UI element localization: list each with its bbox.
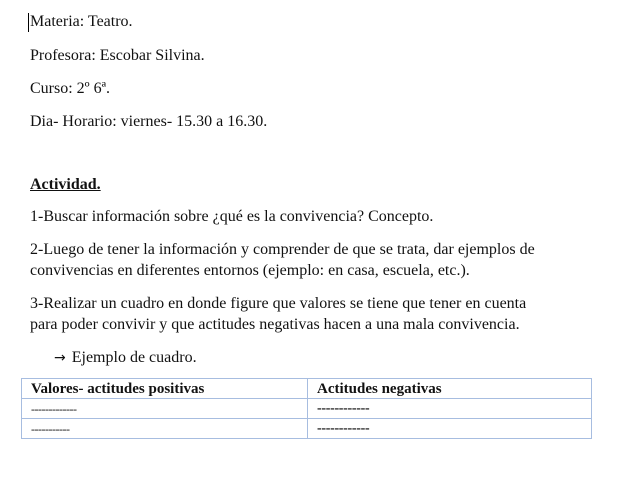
activity-item-2-line-2: convivencias en diferentes entornos (ejemplo: en casa, escuela, etc.). <box>30 262 470 279</box>
right-arrow-icon: → <box>54 350 66 366</box>
table-cell: ----------- <box>22 419 308 439</box>
text-cursor <box>28 13 29 32</box>
activity-item-3-line-2: para poder convivir y que actitudes negativas hacen a una mala convivencia. <box>30 316 520 333</box>
header-positive-values: Valores- actitudes positivas <box>22 379 308 399</box>
activity-item-2-line-1: 2-Luego de tener la información y comprender de que se trata, dar ejemplos de <box>30 241 535 258</box>
activity-heading: Actividad. <box>30 176 101 193</box>
activity-item-1: 1-Buscar información sobre ¿qué es la convivencia? Concepto. <box>30 208 434 225</box>
example-line <box>54 348 197 368</box>
activity-item-3-line-1: 3-Realizar un cuadro en donde figure que valores se tiene que tener en cuenta <box>30 295 527 312</box>
example-label: Ejemplo de cuadro. <box>71 349 197 366</box>
schedule-line: Dia- Horario: viernes- 15.30 a 16.30. <box>30 113 268 130</box>
teacher-line: Profesora: Escobar Silvina. <box>30 47 205 64</box>
table-row <box>22 419 592 439</box>
values-table <box>21 378 592 439</box>
subject-line: Materia: Teatro. <box>30 13 133 30</box>
course-line: Curso: 2º 6ª. <box>30 80 111 97</box>
table-cell: ------------- <box>22 399 308 419</box>
table-row <box>22 399 592 419</box>
table-header-row <box>22 379 592 399</box>
table-cell: ------------ <box>308 399 592 419</box>
table-cell: ------------ <box>308 419 592 439</box>
header-negative-attitudes: Actitudes negativas <box>308 379 592 399</box>
